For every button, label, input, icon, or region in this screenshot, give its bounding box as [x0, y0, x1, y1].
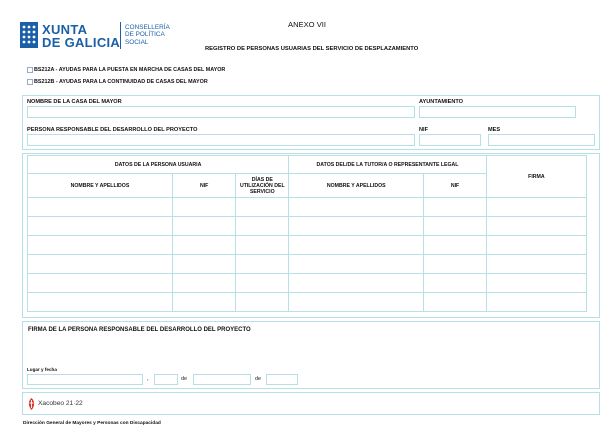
dept-line-1: CONSELLERÍA	[125, 24, 170, 31]
municipality-field[interactable]	[419, 106, 576, 118]
xunta-logo	[20, 22, 190, 50]
day-field[interactable]	[154, 374, 178, 385]
annex-label: ANEXO VII	[288, 20, 326, 29]
col-tutor-nif-header: NIF	[424, 174, 487, 198]
table-row	[28, 217, 587, 236]
table-row	[28, 198, 587, 217]
month-label: MES	[488, 127, 501, 133]
year-field[interactable]	[266, 374, 298, 385]
project-info-section	[22, 95, 600, 150]
option-bs212b-label: BS212B - AYUDAS PARA LA CONTINUIDAD DE CASAS DEL MAYOR	[34, 79, 208, 85]
col-tutor-name-header: NOMBRE Y APELLIDOS	[289, 174, 424, 198]
place-field[interactable]	[27, 374, 143, 385]
footer-brand-section	[22, 392, 600, 415]
table-row	[28, 274, 587, 293]
de-label-2: de	[255, 376, 261, 382]
col-signature-header: FIRMA	[486, 156, 586, 198]
form-title: REGISTRO DE PERSONAS USUARIAS DEL SERVICIO DE DESPLAZAMIENTO	[205, 46, 419, 52]
nif-label: NIF	[419, 127, 429, 133]
col-nif-header: NIF	[172, 174, 235, 198]
col-days-line-1: DÍAS DE	[251, 176, 273, 183]
option-bs212a-label: BS212A - AYUDAS PARA LA PUESTA EN MARCHA DE CASAS DEL MAYOR	[34, 67, 226, 73]
logo-line-1: XUNTA	[42, 22, 88, 37]
table-row	[28, 293, 587, 312]
col-name-header: NOMBRE Y APELLIDOS	[28, 174, 173, 198]
dept-line-3: SOCIAL	[125, 38, 149, 46]
place-date-label: Lugar y fecha	[27, 367, 57, 372]
xunta-emblem-icon	[20, 22, 38, 48]
month-name-field[interactable]	[193, 374, 251, 385]
users-table	[27, 155, 587, 312]
house-name-field[interactable]	[27, 106, 415, 118]
option-bs212a-checkbox[interactable]	[27, 67, 33, 73]
table-row	[28, 236, 587, 255]
logo-line-2: DE GALICIA	[42, 35, 121, 50]
nif-field[interactable]	[419, 134, 481, 146]
col-days-line-2: UTILIZACIÓN DEL	[239, 182, 285, 189]
table-row	[28, 255, 587, 274]
group-tutor-header: DATOS DEL/DE LA TUTOR/A O REPRESENTANTE LEGAL	[289, 156, 487, 174]
municipality-label: AYUNTAMIENTO	[419, 99, 464, 105]
option-bs212b-checkbox[interactable]	[27, 79, 33, 85]
footer-department: Dirección General de Mayores y Personas con Discapacidad	[23, 421, 161, 426]
xacobeo-emblem-icon	[27, 398, 36, 410]
house-name-label: NOMBRE DE LA CASA DEL MAYOR	[27, 99, 122, 105]
logo-divider	[120, 22, 121, 49]
group-user-header: DATOS DE LA PERSONA USUARIA	[28, 156, 289, 174]
xacobeo-brand: Xacobeo 21·22	[38, 400, 83, 407]
month-field[interactable]	[488, 134, 595, 146]
dept-line-2: DE POLÍTICA	[125, 31, 165, 39]
signature-section	[22, 321, 600, 389]
responsible-label: PERSONA RESPONSABLE DEL DESARROLLO DEL PROYECTO	[27, 127, 198, 133]
signature-title: FIRMA DE LA PERSONA RESPONSABLE DEL DESARROLLO DEL PROYECTO	[28, 327, 251, 333]
comma-separator: ,	[147, 376, 149, 382]
responsible-field[interactable]	[27, 134, 415, 146]
col-days-line-3: SERVICIO	[249, 188, 275, 195]
col-days-header	[236, 174, 289, 198]
de-label-1: de	[181, 376, 187, 382]
